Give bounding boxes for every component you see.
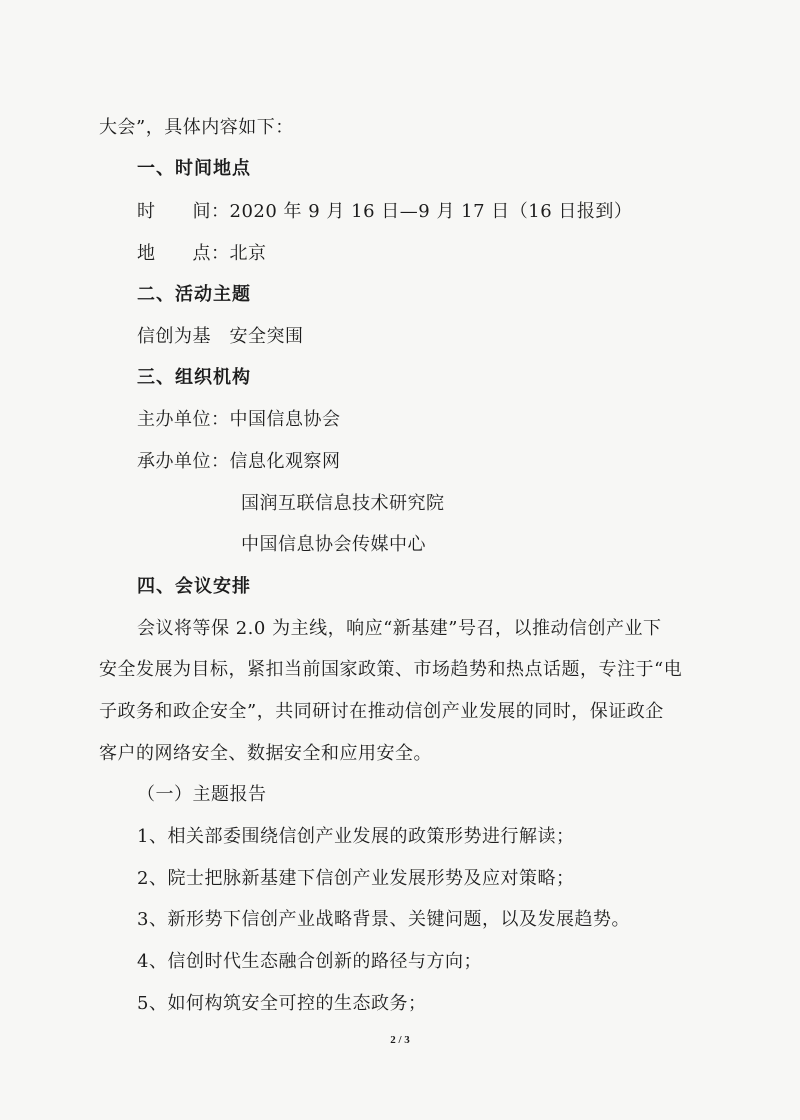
paragraph-line: 客户的网络安全、数据安全和应用安全。 xyxy=(99,743,432,764)
list-item: 2、院士把脉新基建下信创产业发展形势及应对策略； xyxy=(137,868,575,889)
section-heading-time-location: 一、时间地点 xyxy=(137,158,251,179)
organizer-line: 中国信息协会传媒中心 xyxy=(241,534,426,555)
section-heading-organizers: 三、组织机构 xyxy=(137,367,251,388)
subsection-heading: （一）主题报告 xyxy=(137,784,267,805)
organizer-line: 国润互联信息技术研究院 xyxy=(241,493,445,514)
paragraph-line: 会议将等保 2.0 为主线，响应“新基建”号召，以推动信创产业下 xyxy=(137,618,662,639)
paragraph-line: 大会”，具体内容如下： xyxy=(99,117,294,138)
paragraph-line: 安全发展为目标，紧扣当前国家政策、市场趋势和热点话题，专注于“电 xyxy=(99,659,683,680)
section-heading-arrangement: 四、会议安排 xyxy=(137,576,251,597)
page-number: 2 / 3 xyxy=(390,1034,410,1046)
list-item: 1、相关部委围绕信创产业发展的政策形势进行解读； xyxy=(137,826,575,847)
paragraph-line: 子政务和政企安全”，共同研讨在推动信创产业发展的同时，保证政企 xyxy=(99,701,664,722)
section-heading-theme: 二、活动主题 xyxy=(137,284,251,305)
organizer-line: 承办单位：信息化观察网 xyxy=(137,451,341,472)
list-item: 4、信创时代生态融合创新的路径与方向； xyxy=(137,951,482,972)
location-line: 地 点：北京 xyxy=(137,243,267,264)
list-item: 3、新形势下信创产业战略背景、关键问题，以及发展趋势。 xyxy=(137,909,630,930)
time-line: 时 间：2020 年 9 月 16 日—9 月 17 日（16 日报到） xyxy=(137,201,633,222)
list-item: 5、如何构筑安全可控的生态政务； xyxy=(137,993,427,1014)
theme-line: 信创为基 安全突围 xyxy=(137,326,304,347)
host-line: 主办单位：中国信息协会 xyxy=(137,409,341,430)
